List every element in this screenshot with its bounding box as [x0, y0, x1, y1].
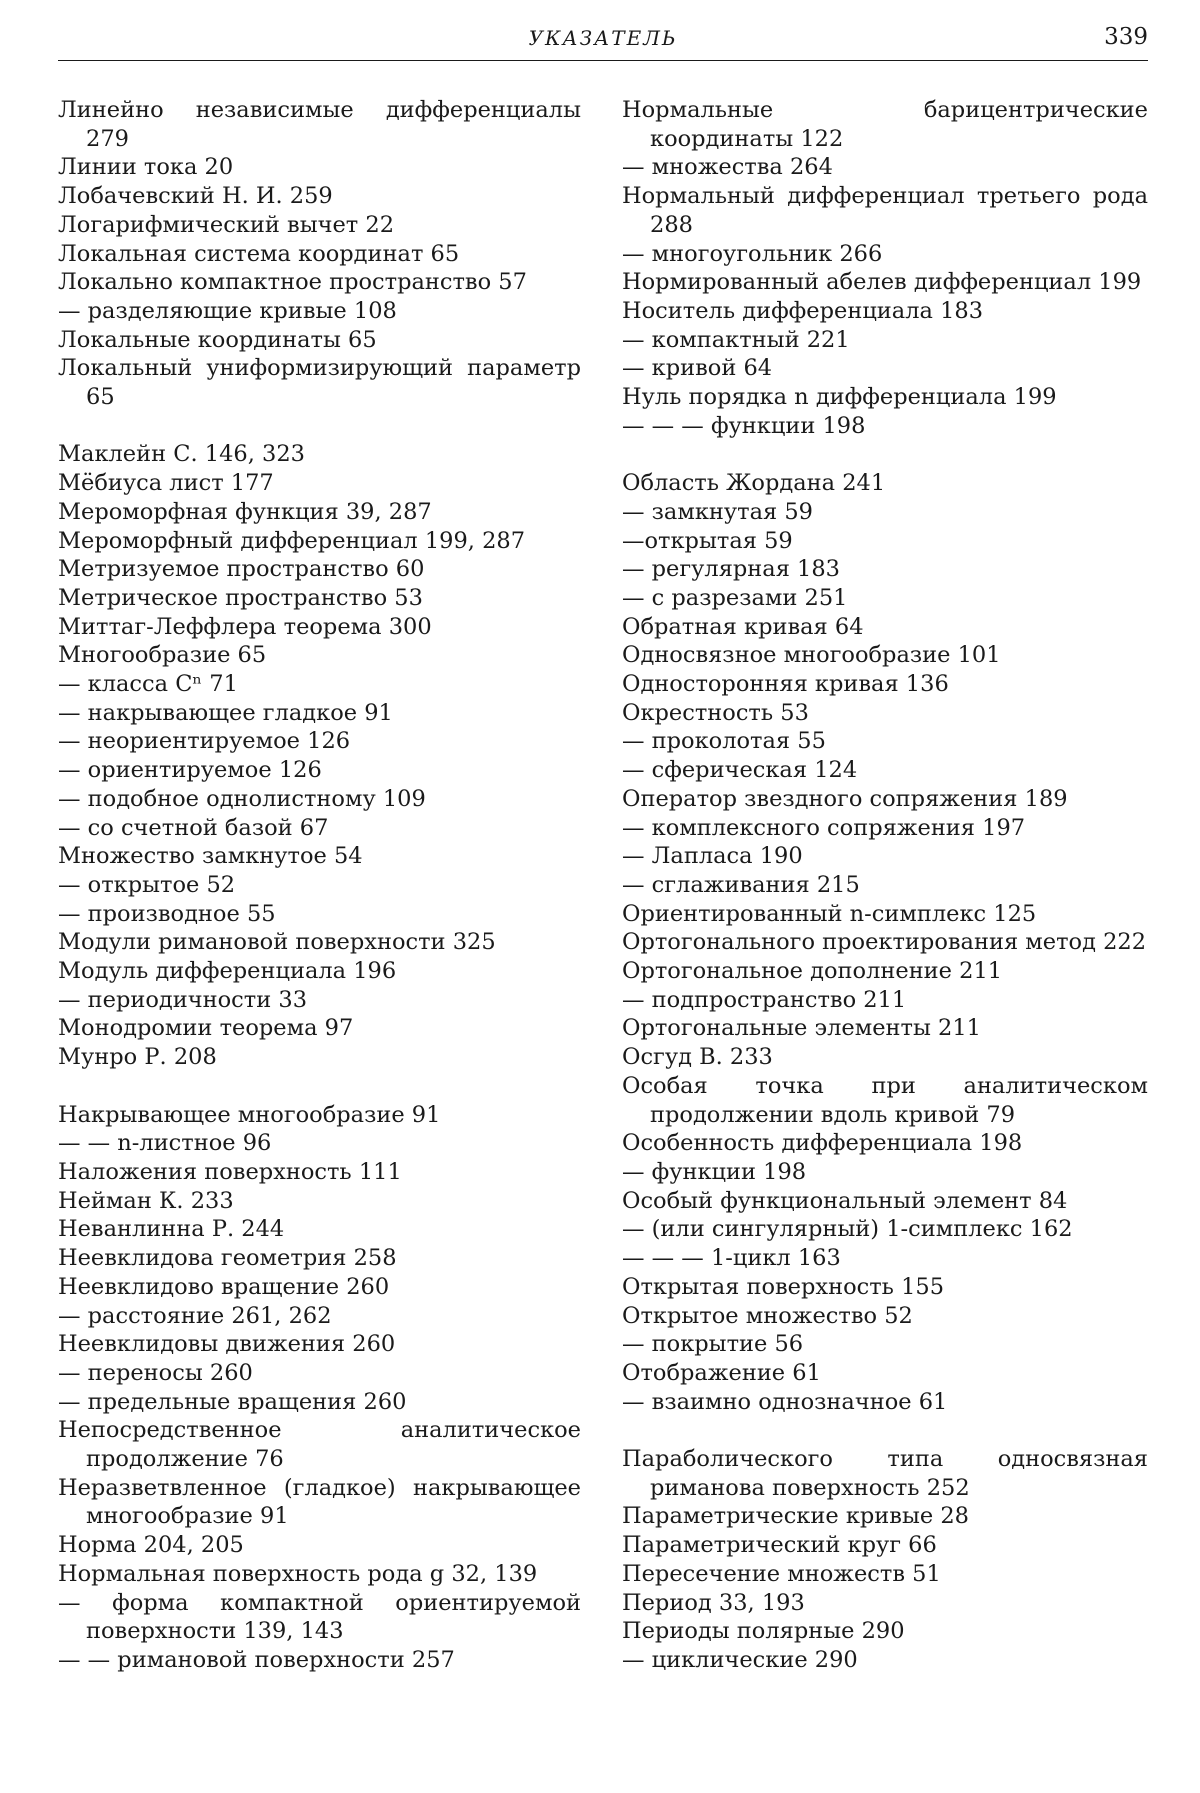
index-entry: — сферическая 124	[622, 757, 858, 784]
index-entry: Односвязное многообразие 101	[622, 642, 1001, 669]
index-entry: Модули римановой поверхности 325	[58, 929, 496, 956]
index-entry: — переносы 260	[58, 1359, 253, 1386]
index-entry: Периоды полярные 290	[622, 1618, 905, 1645]
index-entry: — Лапласа 190	[622, 843, 803, 870]
index-entry: — с разрезами 251	[622, 584, 848, 611]
index-entry: Метризуемое пространство 60	[58, 556, 425, 583]
page-header	[58, 24, 1148, 64]
index-entry: Метрическое пространство 53	[58, 584, 423, 611]
index-entry: Многообразие 65	[58, 642, 267, 669]
index-entry: — открытое 52	[58, 871, 236, 898]
index-entry: — взаимно однозначное 61	[622, 1388, 948, 1415]
index-entry: Локальный униформизирующий параметр 65	[58, 355, 581, 411]
index-entry: Наложения поверхность 111	[58, 1158, 402, 1185]
index-entry: Ортогональное дополнение 211	[622, 958, 1003, 985]
index-entry: — проколотая 55	[622, 728, 826, 755]
index-entry: Локально компактное пространство 57	[58, 269, 527, 296]
index-entry: Нормированный абелев дифференциал 199	[622, 269, 1142, 296]
index-entry: Открытое множество 52	[622, 1302, 913, 1329]
index-entry: Особая точка при аналитическом продолжении вдоль кривой 79	[622, 1072, 1148, 1128]
index-entry: Область Жордана 241	[622, 470, 886, 497]
index-entry: Оператор звездного сопряжения 189	[622, 785, 1068, 812]
index-entry: Непосредственное аналитическое продолжение 76	[58, 1417, 581, 1473]
index-entry: — циклические 290	[622, 1646, 858, 1673]
index-entry: — регулярная 183	[622, 556, 840, 583]
index-entry: — множества 264	[622, 154, 833, 181]
index-entry: — многоугольник 266	[622, 240, 883, 267]
index-entry: Нуль порядка n дифференциала 199	[622, 384, 1057, 411]
index-entry: Лобачевский Н. И. 259	[58, 183, 333, 210]
index-entry: — форма компактной ориентируемой поверхности 139, 143	[58, 1589, 581, 1645]
index-entry: — кривой 64	[622, 355, 773, 382]
index-entry: Осгуд В. 233	[622, 1044, 773, 1071]
index-entry: — подпространство 211	[622, 986, 907, 1013]
index-entry: Неванлинна Р. 244	[58, 1216, 285, 1243]
index-entry: — неориентируемое 126	[58, 728, 351, 755]
letter-group-gap	[622, 1416, 1148, 1445]
index-entry: Период 33, 193	[622, 1589, 805, 1616]
index-entry: Особенность дифференциала 198	[622, 1130, 1023, 1157]
index-entry: Неразветвленное (гладкое) накрывающее многообразие 91	[58, 1474, 581, 1530]
index-entry: Монодромии теорема 97	[58, 1015, 354, 1042]
page-number: 339	[1104, 24, 1148, 50]
index-entry: Локальные координаты 65	[58, 326, 377, 353]
index-entry: Нормальная поверхность рода g 32, 139	[58, 1560, 538, 1587]
index-entry: Нормальный дифференциал третьего рода 288	[622, 183, 1148, 238]
index-entry: Пересечение множеств 51	[622, 1560, 941, 1587]
index-entry: Носитель дифференциала 183	[622, 297, 984, 324]
index-entry: Обратная кривая 64	[622, 613, 864, 640]
index-entry: — накрывающее гладкое 91	[58, 699, 393, 726]
index-entry: Особый функциональный элемент 84	[622, 1187, 1068, 1214]
index-entry: — функции 198	[622, 1159, 807, 1185]
index-entry: — (или сингулярный) 1-симплекс 162	[622, 1216, 1073, 1243]
index-entry: Окрестность 53	[622, 699, 809, 726]
index-entry: Мёбиуса лист 177	[58, 470, 274, 497]
letter-group-gap	[58, 1072, 581, 1101]
index-entry: — со счетной базой 67	[58, 814, 329, 841]
index-entry: — — — функции 198	[622, 412, 866, 439]
index-entry: — разделяющие кривые 108	[58, 297, 397, 324]
index-entry: Мероморфная функция 39, 287	[58, 498, 432, 525]
index-entry: — предельные вращения 260	[58, 1388, 407, 1415]
index-entry: — замкнутая 59	[622, 498, 813, 525]
index-entry: Норма 204, 205	[58, 1532, 244, 1559]
index-entry: — подобное однолистному 109	[58, 785, 426, 812]
index-entry: — сглаживания 215	[622, 871, 860, 898]
index-entry: — покрытие 56	[622, 1331, 804, 1358]
index-entry: Односторонняя кривая 136	[622, 671, 949, 698]
index-entry: Неевклидово вращение 260	[58, 1273, 390, 1300]
index-entry: Мунро Р. 208	[58, 1044, 217, 1071]
running-title: УКАЗАТЕЛЬ	[528, 26, 678, 50]
index-entry: — ориентируемое 126	[58, 757, 322, 784]
index-entry: Неевклидовы движения 260	[58, 1331, 396, 1358]
index-entry: — расстояние 261, 262	[58, 1302, 332, 1329]
index-column-left	[58, 96, 581, 1675]
index-entry: Ортогональные элементы 211	[622, 1015, 981, 1042]
index-entry: Ортогонального проектирования метод 222	[622, 929, 1147, 956]
index-entry: Параметрические кривые 28	[622, 1503, 969, 1530]
index-entry: Параметрический круг 66	[622, 1532, 937, 1559]
header-rule	[58, 60, 1148, 61]
index-entry: Неевклидова геометрия 258	[58, 1245, 397, 1272]
index-entry: — — — 1-цикл 163	[622, 1245, 841, 1272]
index-entry: Отображение 61	[622, 1359, 821, 1386]
index-entry: Линейно независимые дифференциалы 279	[58, 97, 581, 152]
index-entry: — периодичности 33	[58, 986, 308, 1013]
index-entry: Множество замкнутое 54	[58, 843, 363, 870]
index-entry: Нейман К. 233	[58, 1187, 234, 1214]
index-entry: — — n-листное 96	[58, 1130, 272, 1157]
index-entry: —открытая 59	[622, 527, 793, 554]
index-entry: — — римановой поверхности 257	[58, 1646, 455, 1673]
index-entry: Нормальные барицентрические координаты 122	[622, 97, 1148, 152]
letter-group-gap	[622, 440, 1148, 469]
index-entry: Параболического типа односвязная риманова поверхность 252	[622, 1446, 1148, 1501]
index-entry: — компактный 221	[622, 326, 850, 353]
index-entry: — класса Cⁿ 71	[58, 671, 238, 698]
index-entry: — производное 55	[58, 900, 276, 927]
index-entry: Мероморфный дифференциал 199, 287	[58, 527, 526, 554]
index-entry: Локальная система координат 65	[58, 240, 460, 267]
index-entry: Маклейн С. 146, 323	[58, 441, 305, 468]
letter-group-gap	[58, 412, 581, 441]
index-entry: — комплексного сопряжения 197	[622, 814, 1026, 841]
index-entry: Миттаг-Леффлера теорема 300	[58, 613, 432, 640]
index-entry: Логарифмический вычет 22	[58, 211, 395, 238]
index-entry: Ориентированный n-симплекс 125	[622, 900, 1037, 927]
index-entry: Открытая поверхность 155	[622, 1273, 945, 1300]
index-entry: Накрывающее многообразие 91	[58, 1101, 441, 1128]
index-column-right	[622, 96, 1148, 1675]
index-entry: Линии тока 20	[58, 154, 234, 181]
index-entry: Модуль дифференциала 196	[58, 958, 397, 985]
